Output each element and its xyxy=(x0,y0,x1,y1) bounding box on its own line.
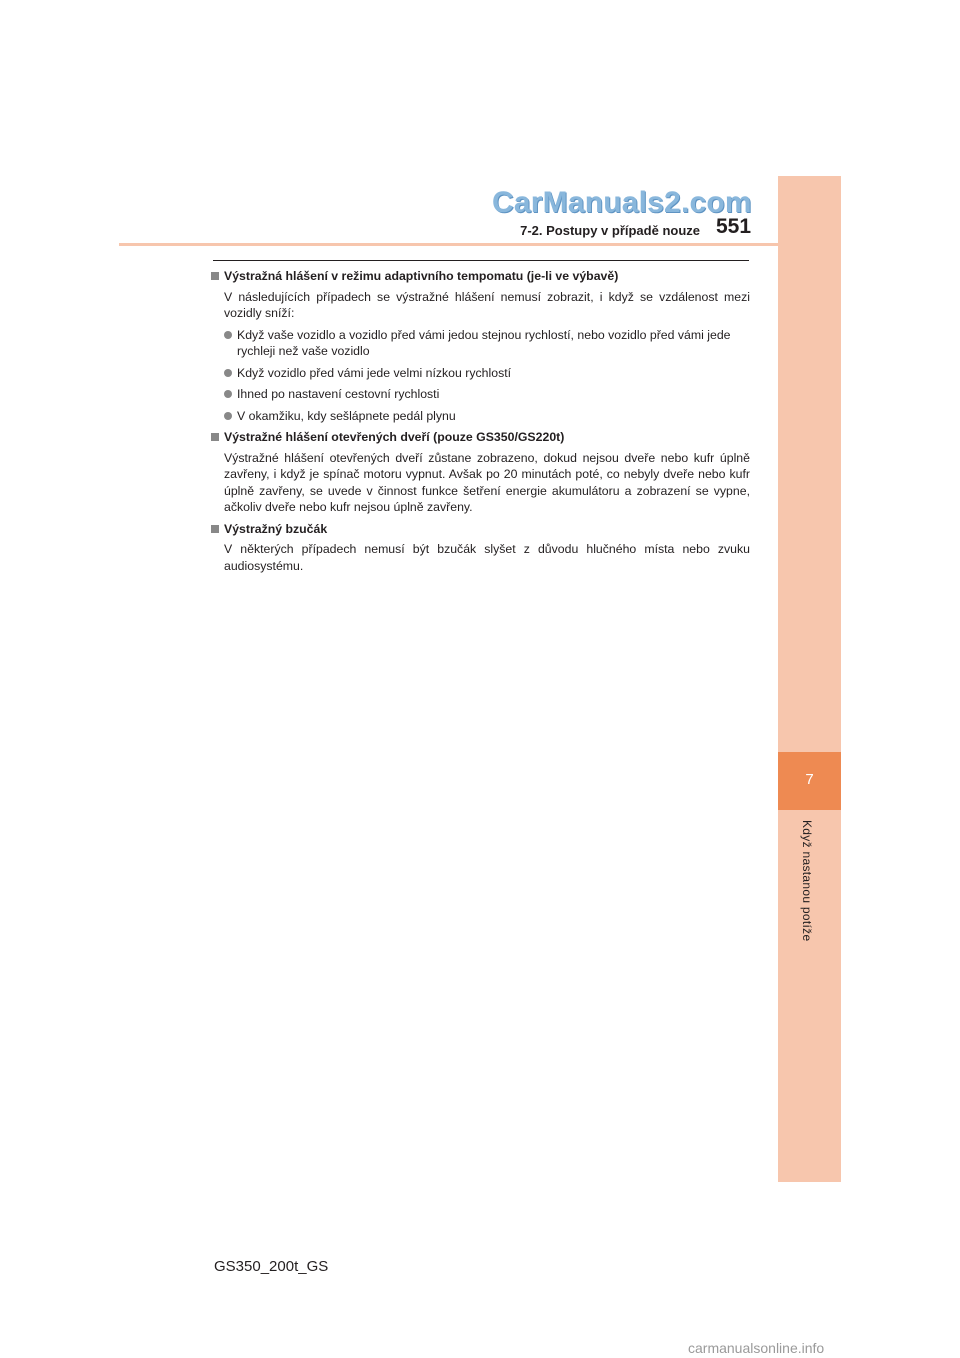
section-intro: V následujících případech se výstražné hlášení nemusí zobrazit, i když se vzdálenost mezi vozidly sníží: xyxy=(224,289,750,320)
round-bullet-icon xyxy=(224,412,232,420)
list-item xyxy=(210,365,750,382)
watermark-logo[interactable]: CarManuals2.com xyxy=(492,186,752,219)
content-divider xyxy=(213,260,749,261)
list-item-text: Když vozidlo před vámi jede velmi nízkou rychlostí xyxy=(237,365,512,380)
section-warning-buzzer xyxy=(210,521,750,575)
square-bullet-icon xyxy=(211,272,219,280)
chapter-title: Když nastanou potíže xyxy=(800,820,814,942)
chapter-number: 7 xyxy=(805,771,814,788)
header-divider xyxy=(119,243,841,246)
section-heading xyxy=(210,268,750,285)
section-heading-text: Výstražný bzučák xyxy=(224,521,328,536)
list-item-text: Když vaše vozidlo a vozidlo před vámi jedou stejnou rychlostí, nebo vozidlo před vámi jede rychleji než vaše vozidlo xyxy=(237,327,731,358)
section-heading xyxy=(210,521,750,538)
square-bullet-icon xyxy=(211,525,219,533)
section-body: V některých případech nemusí být bzučák slyšet z důvodu hlučného místa nebo zvuku audiosystému. xyxy=(224,542,750,573)
chapter-side-tab xyxy=(778,176,841,1182)
round-bullet-icon xyxy=(224,331,232,339)
square-bullet-icon xyxy=(211,433,219,441)
section-header: 7-2. Postupy v případě nouze xyxy=(520,223,700,238)
list-item xyxy=(210,327,750,360)
page-number: 551 xyxy=(716,215,752,238)
list-item xyxy=(210,408,750,425)
list-item xyxy=(210,386,750,403)
round-bullet-icon xyxy=(224,369,232,377)
list-item-text: Ihned po nastavení cestovní rychlosti xyxy=(237,387,440,401)
section-heading-text: Výstražná hlášení v režimu adaptivního tempomatu (je-li ve výbavě) xyxy=(224,269,619,283)
section-heading xyxy=(210,429,750,446)
section-acc-warnings xyxy=(210,268,750,424)
section-open-door-warning xyxy=(210,429,750,516)
document-code: GS350_200t_GS xyxy=(214,1258,329,1275)
section-heading-text: Výstražné hlášení otevřených dveří (pouze GS350/GS220t) xyxy=(224,430,565,444)
round-bullet-icon xyxy=(224,390,232,398)
footer-watermark[interactable]: carmanualsonline.info xyxy=(688,1340,825,1356)
list-item-text: V okamžiku, kdy sešlápnete pedál plynu xyxy=(237,408,456,423)
chapter-number-box xyxy=(778,752,841,810)
section-body: Výstražné hlášení otevřených dveří zůstane zobrazeno, dokud nejsou dveře nebo kufr úplně zavřeny, i když je spínač motoru vypnut. Avšak po 20 minutách poté, co nebyly dveře nebo kufr úplně zavřeny, se uvede v činnost funkce šetření energie akumulátoru a zobrazení se vypne, ačkoliv dveře nebo kufr nejsou úplně zavřeny. xyxy=(224,450,750,514)
page-content xyxy=(210,268,750,579)
